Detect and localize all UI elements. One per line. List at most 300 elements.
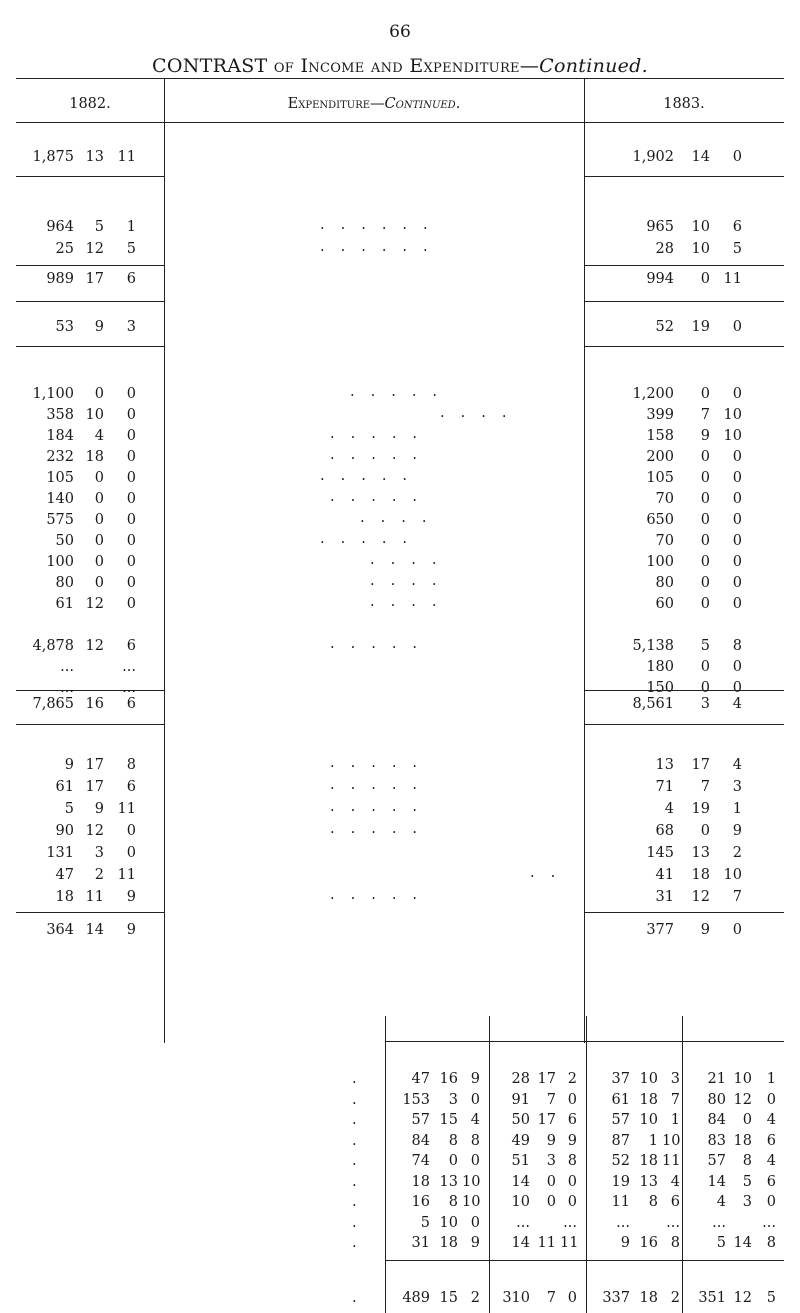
amount-1882-p: 90 <box>55 823 74 839</box>
amount-1882-p: 232 <box>46 449 74 465</box>
leader-dots: . <box>352 1071 357 1087</box>
amount-1882-p: 100 <box>46 554 74 570</box>
amount-1883-d: 10 <box>723 867 742 883</box>
amount-1883-s: 13 <box>691 845 710 861</box>
amount-1883-d: 10 <box>723 428 742 444</box>
page-title <box>0 55 800 77</box>
leader-dots: ..... <box>330 799 434 815</box>
total-1882-p: 7,865 <box>32 696 74 712</box>
amount-1883-s: 9 <box>700 428 710 444</box>
amount-s: 10 <box>733 1071 752 1087</box>
amount-1883-d: 1 <box>732 801 742 817</box>
amount-s: 18 <box>639 1091 658 1108</box>
amount-d: 0 <box>470 1091 480 1108</box>
amount-d: 0 <box>470 1214 480 1231</box>
amount-1883-p: 145 <box>646 845 674 861</box>
section-rule <box>584 176 784 177</box>
amount-1883-p: 70 <box>655 533 674 549</box>
amount-1883-d: 9 <box>732 823 742 839</box>
amount-1883-s: 17 <box>691 757 710 773</box>
amount-1882-d: 11 <box>117 867 136 883</box>
header-1883: 1883. <box>663 96 705 112</box>
header-expenditure-text: Expenditure— <box>287 96 385 112</box>
amount-1882-s: 9 <box>94 319 104 335</box>
amount-1883-s: 0 <box>700 659 710 675</box>
amount-p: 50 <box>511 1112 530 1128</box>
leader-dots: ...... <box>320 239 444 255</box>
amount-1883-p: 41 <box>655 867 674 883</box>
amount-s: 8 <box>742 1153 752 1169</box>
amount-d: 4 <box>470 1112 480 1128</box>
amount-p: 49 <box>511 1132 530 1149</box>
amount-1882-s: 0 <box>94 386 104 402</box>
amount-d: 10 <box>462 1194 481 1210</box>
quarter-rule <box>385 1016 386 1313</box>
column-rule-right <box>584 78 585 1043</box>
total-1882-d: 6 <box>126 696 136 712</box>
carry-p: 489 <box>402 1290 430 1306</box>
amount-d: 10 <box>662 1132 681 1149</box>
amount-1882-d: 0 <box>126 596 136 612</box>
amount-s: 3 <box>742 1194 752 1210</box>
amount-1883-s: 5 <box>700 638 710 654</box>
amount-s: 9 <box>546 1132 556 1149</box>
amount-1883-p: 52 <box>655 319 674 335</box>
amount-1883-p: 150 <box>646 680 674 696</box>
amount-1883-d: 0 <box>732 449 742 465</box>
amount-1882-s: 12 <box>85 638 104 654</box>
amount-1882-d: 5 <box>126 241 136 257</box>
section-rule <box>584 724 784 725</box>
quarter-rule <box>586 1016 587 1313</box>
amount-1882-s: 0 <box>94 512 104 528</box>
total-1883-p: 377 <box>646 922 674 938</box>
leader-dots: . <box>352 1214 357 1231</box>
amount-s: 0 <box>546 1173 556 1190</box>
amount-1883-s: 0 <box>700 575 710 591</box>
amount-d: 6 <box>670 1194 680 1210</box>
amount-d: 2 <box>567 1071 577 1087</box>
amount-1883-s: 18 <box>691 867 710 883</box>
amount-1883-s: 10 <box>691 241 710 257</box>
amount-blank: ... <box>712 1214 726 1231</box>
amount-p: 74 <box>411 1153 430 1169</box>
amount-1882-p: 5 <box>64 801 74 817</box>
leader-dots: . <box>352 1153 357 1169</box>
amount-1883-p: 200 <box>646 449 674 465</box>
leader-dots: .... <box>370 594 453 610</box>
amount-s: 8 <box>648 1194 658 1210</box>
amount-p: 5 <box>716 1235 726 1251</box>
amount-s: 7 <box>546 1091 556 1108</box>
total-rule <box>584 912 784 913</box>
amount-1883-p: 28 <box>655 241 674 257</box>
amount-1883-d: 0 <box>732 680 742 696</box>
amount-1883-s: 0 <box>700 596 710 612</box>
amount-p: 57 <box>411 1112 430 1128</box>
amount-1882-d: 0 <box>126 554 136 570</box>
total-1883-p: 8,561 <box>632 696 674 712</box>
amount-1882-p: 50 <box>55 533 74 549</box>
amount-1882-s: 18 <box>85 449 104 465</box>
amount-1883-d: 2 <box>732 845 742 861</box>
amount-d: 9 <box>567 1132 577 1149</box>
amount-1883-d: 4 <box>732 757 742 773</box>
amount-d: 0 <box>766 1091 776 1108</box>
amount-1882-s: 4 <box>94 428 104 444</box>
leader-dots: ..... <box>350 384 454 400</box>
amount-d: 8 <box>567 1153 577 1169</box>
quarter-header-rule <box>385 1041 784 1042</box>
amount-s: 10 <box>639 1071 658 1087</box>
total-rule <box>16 912 164 913</box>
amount-1883-d: 6 <box>732 219 742 235</box>
amount-1882-s: 2 <box>94 867 104 883</box>
amount-p: 84 <box>411 1132 430 1149</box>
amount-1882-s: 0 <box>94 554 104 570</box>
amount-p: 37 <box>611 1071 630 1087</box>
amount-s: 1 <box>648 1132 658 1149</box>
amount-1882-p: 80 <box>55 575 74 591</box>
amount-s: 16 <box>639 1235 658 1251</box>
title-dash: — <box>519 55 540 77</box>
amount-1882-d: 0 <box>126 491 136 507</box>
amount-1882-d: 9 <box>126 889 136 905</box>
amount-1883-s: 0 <box>700 512 710 528</box>
total-1882-d: 9 <box>126 922 136 938</box>
section-rule <box>16 176 164 177</box>
amount-1882-d: 0 <box>126 449 136 465</box>
amount-1882-s: 0 <box>94 491 104 507</box>
amount-1883-s: 0 <box>700 554 710 570</box>
amount-d: 0 <box>766 1194 776 1210</box>
total-1883-d: 11 <box>723 271 742 287</box>
page-number: 66 <box>389 22 411 42</box>
amount-s: 8 <box>448 1194 458 1210</box>
amount-p: 14 <box>511 1173 530 1190</box>
header-1882: 1882. <box>69 96 111 112</box>
amount-s: 0 <box>546 1194 556 1210</box>
amount-s: 15 <box>439 1112 458 1128</box>
amount-1883-d: 0 <box>732 659 742 675</box>
amount-1883-d: 0 <box>732 149 742 165</box>
section-rule <box>16 346 164 347</box>
section-rule <box>584 346 784 347</box>
amount-1883-d: 0 <box>732 470 742 486</box>
carry-p: 310 <box>502 1290 530 1306</box>
amount-s: 3 <box>546 1153 556 1169</box>
amount-d: 9 <box>470 1235 480 1251</box>
amount-p: 91 <box>511 1091 530 1108</box>
amount-p: 153 <box>402 1091 430 1108</box>
leader-dots: . <box>352 1091 357 1108</box>
amount-p: 11 <box>611 1194 630 1210</box>
amount-1883-s: 7 <box>700 407 710 423</box>
amount-1882-p: 1,100 <box>32 386 74 402</box>
carry-s: 15 <box>439 1290 458 1306</box>
amount-1883-p: 31 <box>655 889 674 905</box>
amount-s: 3 <box>448 1091 458 1108</box>
amount-1883-s: 0 <box>700 491 710 507</box>
amount-1882-d: 3 <box>126 319 136 335</box>
amount-1882-s: 13 <box>85 149 104 165</box>
carry-p: 337 <box>602 1290 630 1306</box>
amount-1883-s: 0 <box>700 449 710 465</box>
total-rule <box>584 265 784 266</box>
amount-s: 10 <box>639 1112 658 1128</box>
amount-p: 19 <box>611 1173 630 1190</box>
amount-p: 31 <box>411 1235 430 1251</box>
amount-blank: ... <box>762 1214 776 1231</box>
section-rule <box>16 301 164 302</box>
amount-s: 10 <box>439 1214 458 1231</box>
leader-dots: . <box>352 1173 357 1190</box>
leader-dots: ..... <box>330 489 434 505</box>
amount-1883-d: 0 <box>732 533 742 549</box>
amount-1883-p: 68 <box>655 823 674 839</box>
amount-1883-s: 14 <box>691 149 710 165</box>
amount-s: 18 <box>439 1235 458 1251</box>
amount-1882-d: 0 <box>126 470 136 486</box>
amount-1882-s: 17 <box>85 757 104 773</box>
amount-s: 13 <box>439 1173 458 1190</box>
leader-dots: ..... <box>320 468 424 484</box>
amount-1883-d: 0 <box>732 491 742 507</box>
title-continued: Continued. <box>539 55 648 77</box>
title-main: CONTRAST of Income and Expenditure <box>151 55 520 77</box>
leader-dots: . <box>352 1290 357 1306</box>
amount-d: 10 <box>462 1173 481 1190</box>
amount-d: 4 <box>766 1153 776 1169</box>
amount-d: 9 <box>470 1071 480 1087</box>
leader-dots: . <box>352 1132 357 1149</box>
leader-dots: ...... <box>320 217 444 233</box>
amount-1883-p: 965 <box>646 219 674 235</box>
amount-1882-p: 575 <box>46 512 74 528</box>
amount-1882-s: 0 <box>94 575 104 591</box>
amount-1883-p: 1,902 <box>632 149 674 165</box>
amount-p: 87 <box>611 1132 630 1149</box>
amount-1883-p: 13 <box>655 757 674 773</box>
amount-1883-p: 71 <box>655 779 674 795</box>
amount-p: 51 <box>511 1153 530 1169</box>
amount-1882-p: 184 <box>46 428 74 444</box>
amount-p: 28 <box>511 1071 530 1087</box>
amount-1882-d: 0 <box>126 512 136 528</box>
amount-1882-p: 53 <box>55 319 74 335</box>
total-1883-p: 994 <box>646 271 674 287</box>
amount-1882-s: 12 <box>85 823 104 839</box>
amount-s: 17 <box>537 1071 556 1087</box>
amount-p: 18 <box>411 1173 430 1190</box>
carry-d: 0 <box>567 1290 577 1306</box>
amount-1882-d: 0 <box>126 845 136 861</box>
amount-d: 0 <box>567 1194 577 1210</box>
amount-1883-d: 0 <box>732 554 742 570</box>
amount-d: 8 <box>670 1235 680 1251</box>
total-1882-p: 989 <box>46 271 74 287</box>
leader-dots: .... <box>360 510 443 526</box>
amount-1882-p: 1,875 <box>32 149 74 165</box>
carry-s: 7 <box>546 1290 556 1306</box>
amount-1882-p: 358 <box>46 407 74 423</box>
carry-p: 351 <box>698 1290 726 1306</box>
amount-1883-s: 0 <box>700 823 710 839</box>
amount-1883-s: 0 <box>700 680 710 696</box>
amount-p: 10 <box>511 1194 530 1210</box>
amount-1883-d: 0 <box>732 386 742 402</box>
amount-1882-d: 0 <box>126 823 136 839</box>
amount-p: 57 <box>611 1112 630 1128</box>
amount-p: 80 <box>707 1091 726 1108</box>
amount-1883-p: 80 <box>655 575 674 591</box>
amount-1882-p: 47 <box>55 867 74 883</box>
amount-1883-p: 180 <box>646 659 674 675</box>
header-expenditure-cont: Continued. <box>384 96 461 112</box>
leader-dots: ..... <box>320 531 424 547</box>
amount-d: 6 <box>766 1173 776 1190</box>
amount-1882-d: 6 <box>126 779 136 795</box>
amount-1883-p: 70 <box>655 491 674 507</box>
amount-p: 52 <box>611 1153 630 1169</box>
amount-1882-d: 8 <box>126 757 136 773</box>
amount-1882-p: 964 <box>46 219 74 235</box>
carry-d: 5 <box>766 1290 776 1306</box>
amount-1882-s: 0 <box>94 533 104 549</box>
amount-p: 9 <box>620 1235 630 1251</box>
quarter-rule <box>682 1016 683 1313</box>
amount-1883-d: 7 <box>732 889 742 905</box>
amount-1882-d: 0 <box>126 428 136 444</box>
amount-1882-blank: ... <box>60 680 74 696</box>
amount-1882-d: 0 <box>126 407 136 423</box>
amount-1883-d: 0 <box>732 575 742 591</box>
leader-dots: ..... <box>330 777 434 793</box>
leader-dots: .... <box>440 405 523 421</box>
amount-1882-p: 131 <box>46 845 74 861</box>
amount-1883-p: 650 <box>646 512 674 528</box>
amount-p: 14 <box>707 1173 726 1190</box>
total-1883-s: 3 <box>700 696 710 712</box>
amount-d: 11 <box>560 1235 579 1251</box>
leader-dots: .... <box>370 552 453 568</box>
amount-1883-s: 19 <box>691 801 710 817</box>
amount-1883-d: 0 <box>732 319 742 335</box>
amount-1883-s: 19 <box>691 319 710 335</box>
amount-1883-s: 0 <box>700 533 710 549</box>
amount-1882-blank: ... <box>122 659 136 675</box>
carry-d: 2 <box>470 1290 480 1306</box>
amount-1882-s: 17 <box>85 779 104 795</box>
amount-1882-p: 140 <box>46 491 74 507</box>
amount-p: 84 <box>707 1112 726 1128</box>
leader-dots: ..... <box>330 755 434 771</box>
amount-1882-p: 105 <box>46 470 74 486</box>
amount-s: 11 <box>537 1235 556 1251</box>
header-expenditure <box>164 96 584 112</box>
amount-1883-d: 10 <box>723 407 742 423</box>
amount-1882-d: 6 <box>126 638 136 654</box>
amount-1882-s: 10 <box>85 407 104 423</box>
amount-1882-s: 0 <box>94 470 104 486</box>
amount-blank: ... <box>516 1214 530 1231</box>
amount-1882-s: 3 <box>94 845 104 861</box>
leader-dots: ..... <box>330 426 434 442</box>
amount-1883-p: 1,200 <box>632 386 674 402</box>
amount-blank: ... <box>666 1214 680 1231</box>
amount-1883-s: 0 <box>700 470 710 486</box>
carry-d: 2 <box>670 1290 680 1306</box>
amount-p: 5 <box>420 1214 430 1231</box>
amount-s: 18 <box>639 1153 658 1169</box>
column-rule-left <box>164 78 165 1043</box>
amount-1882-s: 12 <box>85 596 104 612</box>
section-rule <box>584 301 784 302</box>
amount-s: 14 <box>733 1235 752 1251</box>
amount-p: 21 <box>707 1071 726 1087</box>
amount-1882-s: 11 <box>85 889 104 905</box>
header-rule <box>16 122 784 123</box>
total-1883-s: 9 <box>700 922 710 938</box>
amount-d: 0 <box>470 1153 480 1169</box>
amount-1882-d: 0 <box>126 386 136 402</box>
amount-d: 0 <box>567 1091 577 1108</box>
amount-1882-p: 9 <box>64 757 74 773</box>
amount-p: 14 <box>511 1235 530 1251</box>
amount-1883-p: 100 <box>646 554 674 570</box>
amount-p: 57 <box>707 1153 726 1169</box>
leader-dots: . <box>352 1235 357 1251</box>
amount-1882-blank: ... <box>60 659 74 675</box>
amount-1883-s: 10 <box>691 219 710 235</box>
leader-dots: ..... <box>330 636 434 652</box>
amount-1883-p: 60 <box>655 596 674 612</box>
amount-1882-p: 61 <box>55 779 74 795</box>
amount-1883-p: 4 <box>664 801 674 817</box>
total-1882-s: 14 <box>85 922 104 938</box>
amount-1883-d: 3 <box>732 779 742 795</box>
amount-p: 61 <box>611 1091 630 1108</box>
leader-dots: .. <box>530 865 572 881</box>
carry-s: 18 <box>639 1290 658 1306</box>
top-rule <box>16 78 784 79</box>
amount-d: 4 <box>670 1173 680 1190</box>
amount-1882-d: 11 <box>117 801 136 817</box>
amount-1883-s: 12 <box>691 889 710 905</box>
leader-dots: ..... <box>330 447 434 463</box>
amount-d: 0 <box>567 1173 577 1190</box>
amount-s: 8 <box>448 1132 458 1149</box>
amount-d: 3 <box>670 1071 680 1087</box>
amount-1882-blank: ... <box>122 680 136 696</box>
total-rule <box>16 265 164 266</box>
leader-dots: ..... <box>330 821 434 837</box>
amount-s: 16 <box>439 1071 458 1087</box>
amount-1882-d: 0 <box>126 575 136 591</box>
amount-d: 7 <box>670 1091 680 1108</box>
amount-1883-d: 8 <box>732 638 742 654</box>
amount-d: 6 <box>766 1132 776 1149</box>
amount-1882-d: 0 <box>126 533 136 549</box>
amount-d: 1 <box>670 1112 680 1128</box>
quarter-rule <box>489 1016 490 1313</box>
amount-1883-p: 399 <box>646 407 674 423</box>
amount-s: 13 <box>639 1173 658 1190</box>
amount-1883-d: 0 <box>732 596 742 612</box>
leader-dots: .... <box>370 573 453 589</box>
amount-1883-p: 105 <box>646 470 674 486</box>
amount-s: 17 <box>537 1112 556 1128</box>
